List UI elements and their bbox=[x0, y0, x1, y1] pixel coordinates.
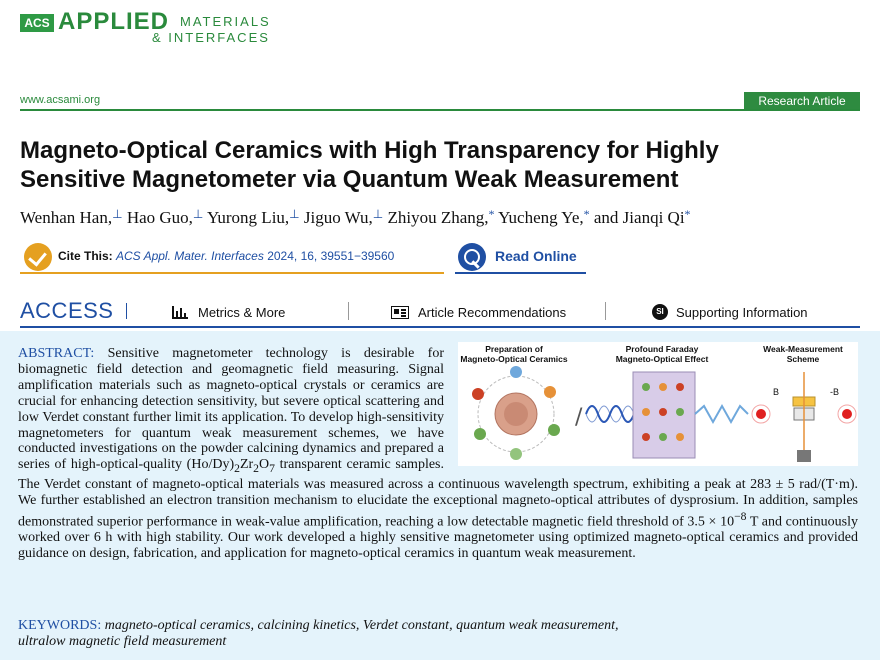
author[interactable]: Jiguo Wu,⊥ bbox=[303, 207, 384, 227]
toc-panel3-title-b: Scheme bbox=[786, 354, 820, 364]
supporting-information-link[interactable]: Supporting Information bbox=[676, 305, 808, 320]
keywords-line-2: ultralow magnetic field measurement bbox=[18, 634, 227, 649]
keywords-heading: KEYWORDS: bbox=[18, 618, 102, 633]
access-separator bbox=[605, 302, 606, 320]
title-line-1: Magneto-Optical Ceramics with High Transparency for Highly bbox=[20, 137, 719, 164]
author[interactable]: and Jianqi Qi* bbox=[593, 207, 691, 227]
article-recommendations-icon bbox=[391, 306, 409, 319]
read-online-label: Read Online bbox=[495, 248, 577, 264]
access-label: ACCESS bbox=[20, 298, 114, 323]
journal-url-link[interactable]: www.acsami.org bbox=[20, 94, 101, 106]
supporting-info-icon: SI bbox=[652, 304, 668, 320]
author[interactable]: Hao Guo,⊥ bbox=[126, 207, 204, 227]
metrics-and-more-link[interactable]: Metrics & More bbox=[198, 305, 286, 320]
toc-panel3-title-a: Weak-Measurement bbox=[763, 344, 843, 354]
acs-badge: ACS bbox=[20, 14, 54, 32]
header-divider bbox=[20, 109, 860, 111]
title-line-2: Sensitive Magnetometer via Quantum Weak Measurement bbox=[20, 166, 679, 193]
author[interactable]: Yucheng Ye,* bbox=[498, 207, 590, 227]
toc-graphic-svg bbox=[458, 342, 858, 466]
toc-graphic[interactable] bbox=[458, 342, 858, 466]
author[interactable]: Zhiyou Zhang,* bbox=[387, 207, 495, 227]
toc-preparation-cycle bbox=[472, 366, 560, 460]
keywords bbox=[18, 618, 858, 650]
checkmark-icon bbox=[24, 243, 52, 271]
access-separator bbox=[348, 302, 349, 320]
author[interactable]: Wenhan Han,⊥ bbox=[20, 207, 123, 227]
toc-panel1-title-a: Preparation of bbox=[485, 344, 543, 354]
author-list bbox=[20, 203, 860, 229]
search-globe-icon bbox=[458, 243, 486, 271]
toc-field-right: -B bbox=[830, 387, 839, 397]
toc-weak-measurement-panel bbox=[752, 372, 856, 462]
logo-interfaces: & INTERFACES bbox=[152, 30, 270, 45]
keywords-line-1: magneto-optical ceramics, calcining kinetics, Verdet constant, quantum weak measurement, bbox=[104, 618, 619, 633]
toc-faraday-panel bbox=[586, 372, 748, 458]
toc-panel2-title-a: Profound Faraday bbox=[625, 344, 699, 354]
toc-panel1-title-b: Magneto-Optical Ceramics bbox=[460, 354, 568, 364]
toc-field-left: B bbox=[773, 387, 780, 397]
toc-divider: / bbox=[575, 405, 583, 430]
abstract-heading: ABSTRACT: bbox=[18, 346, 95, 361]
abstract-text: Preparation of Magneto-Optical Ceramics Profound Faraday Magneto-Optical Effect Weak-Measurement Scheme / B -B ABSTRACT: Sensitive magnetometer technology is desirable for biomagnetic field detection and geomagnetic field measuring. Signal amplification materials such as magneto-optical crystals or ceramics are crucial for enhancing detection sensitivity, but severe optical scattering and low Verdet constant further limit its application. To develop high-sensitivity magnetometers for quantum weak measurement schemes, we have conducted investigations on the powder calcining dynamics and prepared a series of high-optical-quality $(Ho/Dy)_2Zr_2O_7$ transparent ceramic samples. The Verdet constant of magneto-optical materials was measured across a continuous wavelength spectrum, exhibiting a peak at 283 ± 5 rad/(T·m). We further established an electron transition mechanism to elucidate the exceptional magneto-optical attributes of dysprosium. In addition, samples demonstrated superior performance in weak-value amplification, reaching a low detectable magnetic field threshold of $3.5 \times 10^{-8}$ T and continuously worked over 6 h with high stability. Our work developed a highly sensitive magnetometer using optimized magneto-optical ceramics and provided guidance on design, fabrication, and application for magneto-optical ceramics in quantum weak measurement. bbox=[18, 344, 858, 562]
access-divider-line bbox=[20, 326, 860, 328]
logo-materials: MATERIALS bbox=[180, 14, 271, 29]
cite-this-box[interactable] bbox=[20, 240, 444, 274]
toc-panel2-title-b: Magneto-Optical Effect bbox=[615, 354, 709, 364]
article-type-badge: Research Article bbox=[744, 92, 860, 111]
article-recommendations-link[interactable]: Article Recommendations bbox=[418, 305, 567, 320]
bar-chart-icon bbox=[172, 306, 188, 319]
author[interactable]: Yurong Liu,⊥ bbox=[207, 207, 300, 227]
access-divider bbox=[126, 303, 127, 319]
citation-text: Cite This: ACS Appl. Mater. Interfaces 2024, 16, 39551−39560 bbox=[58, 249, 395, 263]
logo-applied: APPLIED bbox=[58, 8, 170, 35]
read-online-button[interactable] bbox=[455, 240, 586, 274]
article-title bbox=[20, 136, 840, 194]
access-bar bbox=[20, 296, 860, 328]
